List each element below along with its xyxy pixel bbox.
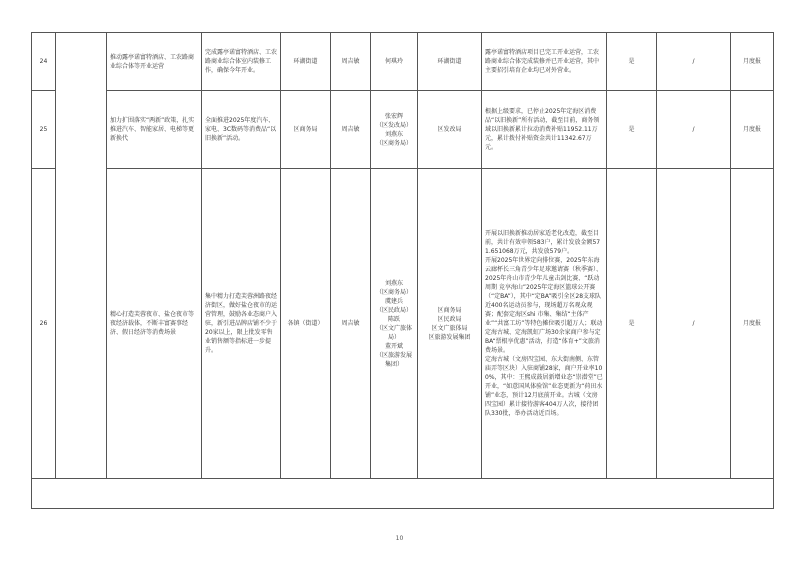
report-frequency-cell: 月度报 xyxy=(731,33,774,91)
responsible-unit-cell: 区发改局 xyxy=(418,91,482,169)
status-flag-cell: 是 xyxy=(607,91,657,169)
report-frequency-cell: 月度报 xyxy=(731,169,774,479)
row-number: 24 xyxy=(32,33,56,91)
leader-cell: 周吉敏 xyxy=(331,169,371,479)
progress-cell: 露亭诺富特酒店项目已完工开业运营，工农路商业综合体完成装修并已开业运营，其中主要招引培育企业均已对外营业。 xyxy=(482,33,607,91)
leader-cell: 周吉敏 xyxy=(331,91,371,169)
responsible-unit-cell: 环湖街道 xyxy=(418,33,482,91)
lead-unit-cell: 区商务局 xyxy=(281,91,331,169)
row-number: 26 xyxy=(32,169,56,479)
task-cell: 加力扩围落实“两新”政策，扎实推进汽车、智能家居、电梯等更新换代 xyxy=(107,91,202,169)
report-frequency-cell: 月度报 xyxy=(731,91,774,169)
note-cell: / xyxy=(657,91,731,169)
note-cell: / xyxy=(657,33,731,91)
task-cell: 精心打造芙蓉夜市、盐仓夜市等夜经济载体，不断丰富赛事经济、假日经济等消费场景 xyxy=(107,169,202,479)
task-cell: 推动露亭诺富特酒店、工农路商业综合体等开业运营 xyxy=(107,33,202,91)
lead-unit-cell: 各镇（街道） xyxy=(281,169,331,479)
leader-cell: 周吉敏 xyxy=(331,33,371,91)
status-flag-cell: 是 xyxy=(607,33,657,91)
target-cell: 完成露亭诺富特酒店、工农路商业综合体室内装修工作，确保今年开业。 xyxy=(202,33,281,91)
progress-cell: 开展以旧换新推动居家适老化改造，截至目前，共计有效申领583户，累计发放金额571.651068万元，共发放579户。 开展2025年世界定向排位赛，2025年东海云廊杯长三角青少年足球邀请赛（秋季赛）、2025年舟山市青少年儿童击剑比赛、“跃动周期 竞享海山”2025年定海区篮球公开赛（“定BA”），其中“定BA”吸引全区28支球队近400名运动员参与，现场超万名观众观赛；配套定海区shi 市集、集结“主体产业”“共富工坊”等特色摊位吸引超万人；联动定海古城、定海凯虹广场30余家商户参与定BA“票根享优惠”活动，打造“体育+”文旅消费场景。 定海古城（文房四宝园、东大街南侧、东管庙弄等区块）入驻商铺28家，商户开业率100%，其中：王熙成鼓居新增业态“崇潜堂”已开业，“如意国风体验馆”业态更新为“荷田水铺”业态，预计12月底前开业。古城（文房四宝园）累计接待游客404万人次，接待团队330批，举办活动近百场。 xyxy=(482,169,607,479)
responsible-unit-cell: 区商务局 区民政局 区文广旅体局 区旅游发展集团 xyxy=(418,169,482,479)
target-cell: 全面推进2025年度汽车、家电、3C数码等消费品“以旧换新”活动。 xyxy=(202,91,281,169)
table-row xyxy=(32,33,774,91)
lead-unit-cell: 环湖街道 xyxy=(281,33,331,91)
responsible-person-cell: 刘燕东 （区商务局） 虞建兵 （区民政局） 陈跃 （区文广旅体局） 董开斌 （区旅游发展集团） xyxy=(371,169,418,479)
row-number: 25 xyxy=(32,91,56,169)
target-cell: 集中精力打造芙蓉洲路夜经济街区，做好盐仓夜市的运营管理，鼓励各业态商户入驻，新引进品牌店铺不少于20家以上，限上批发零售业销售额等指标进一步提升。 xyxy=(202,169,281,479)
category-cell xyxy=(56,33,107,479)
note-cell: / xyxy=(657,169,731,479)
table-row xyxy=(32,169,774,479)
responsible-person-cell: 何琪玲 xyxy=(371,33,418,91)
progress-cell: 根据上级要求，已停止2025年定海区消费品“以旧换新”所有活动，截至目前，商务领域以旧换新累计拉动消费补贴11952.11万元，累计拨付补贴资金共计11342.67万元。 xyxy=(482,91,607,169)
empty-footer-row xyxy=(32,479,774,509)
responsible-person-cell: 张宏辉 （区发改局） 刘燕东 （区商务局） xyxy=(371,91,418,169)
status-flag-cell: 是 xyxy=(607,169,657,479)
task-table xyxy=(31,32,774,509)
page-number: 10 xyxy=(395,535,404,542)
table-row xyxy=(32,91,774,169)
table-row xyxy=(32,479,774,509)
